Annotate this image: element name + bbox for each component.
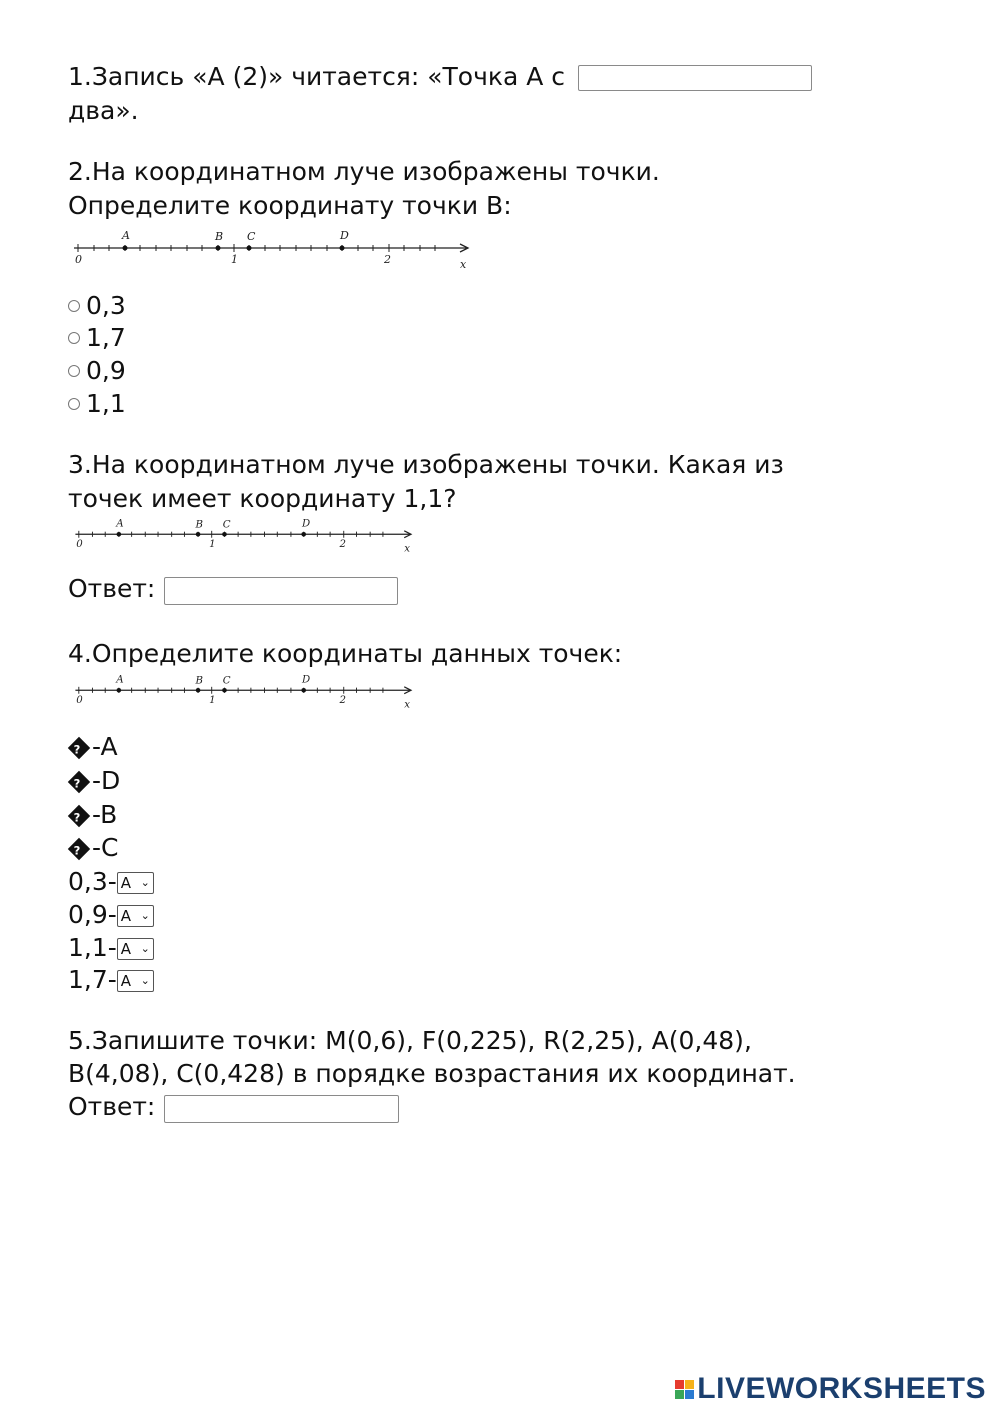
ray-tick-label-2: 2 <box>384 253 391 266</box>
chevron-down-icon: ⌄ <box>140 909 150 922</box>
q4-letter-row <box>68 764 120 798</box>
q4-letter-row <box>68 798 117 832</box>
logo-text: LIVEWORKSHEETS <box>697 1372 986 1405</box>
ray-label-c: C <box>222 674 231 687</box>
q2-option-2[interactable] <box>68 323 126 353</box>
q3-line1: 3.На координатном луче изображены точки. Какая из <box>68 450 784 479</box>
q1-text <box>68 60 565 94</box>
chevron-down-icon: ⌄ <box>140 974 150 987</box>
ray-label-b: B <box>195 674 204 687</box>
q1-answer-input[interactable] <box>578 65 812 91</box>
q2-option-3[interactable] <box>68 356 126 386</box>
ray-axis-label: x <box>404 698 410 711</box>
ray-point-a <box>123 246 128 251</box>
select-value: A <box>120 972 132 990</box>
q4-select[interactable] <box>117 905 154 927</box>
q2-option-3-label: 0,9 <box>86 356 126 385</box>
ray-tick-label-1: 1 <box>209 694 216 707</box>
unknown-glyph-icon: ? <box>68 771 90 793</box>
ray-axis-label: x <box>404 542 410 555</box>
q2-option-1[interactable] <box>68 291 126 321</box>
q2-line1: 2.На координатном луче изображены точки. <box>68 157 660 186</box>
ray-label-d: D <box>302 673 311 686</box>
q4-letter-label: -D <box>92 766 121 795</box>
ray-label-c: C <box>222 518 231 531</box>
q4-pair-row <box>68 963 154 997</box>
q4-pair-row <box>68 898 154 932</box>
q4-pair-row <box>68 931 154 965</box>
q5-line1: 5.Запишите точки: M(0,6), F(0,225), R(2,25), A(0,48), <box>68 1026 752 1055</box>
q4-pair-value: 0,9- <box>68 900 117 929</box>
unknown-glyph-icon: ? <box>68 805 90 827</box>
q4-select[interactable] <box>117 970 154 992</box>
ray-tick-label-0: 0 <box>76 538 83 551</box>
q5-answer-input[interactable] <box>164 1095 399 1123</box>
chevron-down-icon: ⌄ <box>140 876 150 889</box>
ray-tick-label-1: 1 <box>231 253 238 266</box>
logo-mark-icon <box>675 1380 694 1399</box>
liveworksheets-logo <box>675 1372 986 1406</box>
q3-answer-label: Ответ: <box>68 574 156 603</box>
q4-pair-value: 1,1- <box>68 933 117 962</box>
q4-letter-label: -A <box>92 732 118 761</box>
ray-point-d <box>340 246 345 251</box>
q4-select[interactable] <box>117 872 154 894</box>
coordinate-ray-image <box>70 228 475 272</box>
q2-option-4-label: 1,1 <box>86 389 126 418</box>
q5-answer-label: Ответ: <box>68 1092 156 1121</box>
ray-label-a: A <box>116 673 124 686</box>
select-value: A <box>120 940 132 958</box>
select-value: A <box>120 907 132 925</box>
q1-text-after: два». <box>68 96 139 125</box>
radio-button[interactable] <box>68 398 80 410</box>
q4-title: 4.Определите координаты данных точек: <box>68 639 623 668</box>
q1-text-before: 1.Запись «А (2)» читается: «Точка А с <box>68 62 566 91</box>
unknown-glyph-icon: ? <box>68 838 90 860</box>
ray-tick-label-0: 0 <box>76 694 83 707</box>
chevron-down-icon: ⌄ <box>140 942 150 955</box>
q3-answer-input[interactable] <box>164 577 398 605</box>
q4-letter-label: -C <box>92 833 119 862</box>
q4-letter-row <box>68 730 118 764</box>
q4-letter-row <box>68 831 118 865</box>
ray-point-c <box>247 246 252 251</box>
radio-button[interactable] <box>68 332 80 344</box>
ray-axis-label: x <box>460 258 467 271</box>
coordinate-ray-image <box>72 673 417 711</box>
q4-pair-row <box>68 865 154 899</box>
select-value: A <box>120 874 132 892</box>
radio-button[interactable] <box>68 300 80 312</box>
unknown-glyph-icon: ? <box>68 737 90 759</box>
q2-option-4[interactable] <box>68 389 126 419</box>
ray-point-b <box>216 246 221 251</box>
q2-line2: Определите координату точки В: <box>68 191 512 220</box>
radio-button[interactable] <box>68 365 80 377</box>
ray-label-a: A <box>116 517 124 530</box>
ray-label-a: A <box>122 229 130 242</box>
q4-letter-label: -B <box>92 800 118 829</box>
q3-line2: точек имеет координату 1,1? <box>68 484 457 513</box>
coordinate-ray-image <box>72 517 417 555</box>
ray-tick-label-2: 2 <box>339 538 346 551</box>
q4-select[interactable] <box>117 938 154 960</box>
ray-tick-label-1: 1 <box>209 538 216 551</box>
q2-option-2-label: 1,7 <box>86 323 126 352</box>
ray-tick-label-0: 0 <box>75 253 82 266</box>
q2-option-1-label: 0,3 <box>86 291 126 320</box>
ray-label-d: D <box>340 229 349 242</box>
ray-label-b: B <box>215 230 224 243</box>
ray-label-c: C <box>247 230 256 243</box>
ray-label-d: D <box>302 517 311 530</box>
ray-tick-label-2: 2 <box>339 694 346 707</box>
q4-pair-value: 0,3- <box>68 867 117 896</box>
q4-pair-value: 1,7- <box>68 965 117 994</box>
ray-label-b: B <box>195 518 204 531</box>
q5-line2: B(4,08), C(0,428) в порядке возрастания их координат. <box>68 1059 796 1088</box>
